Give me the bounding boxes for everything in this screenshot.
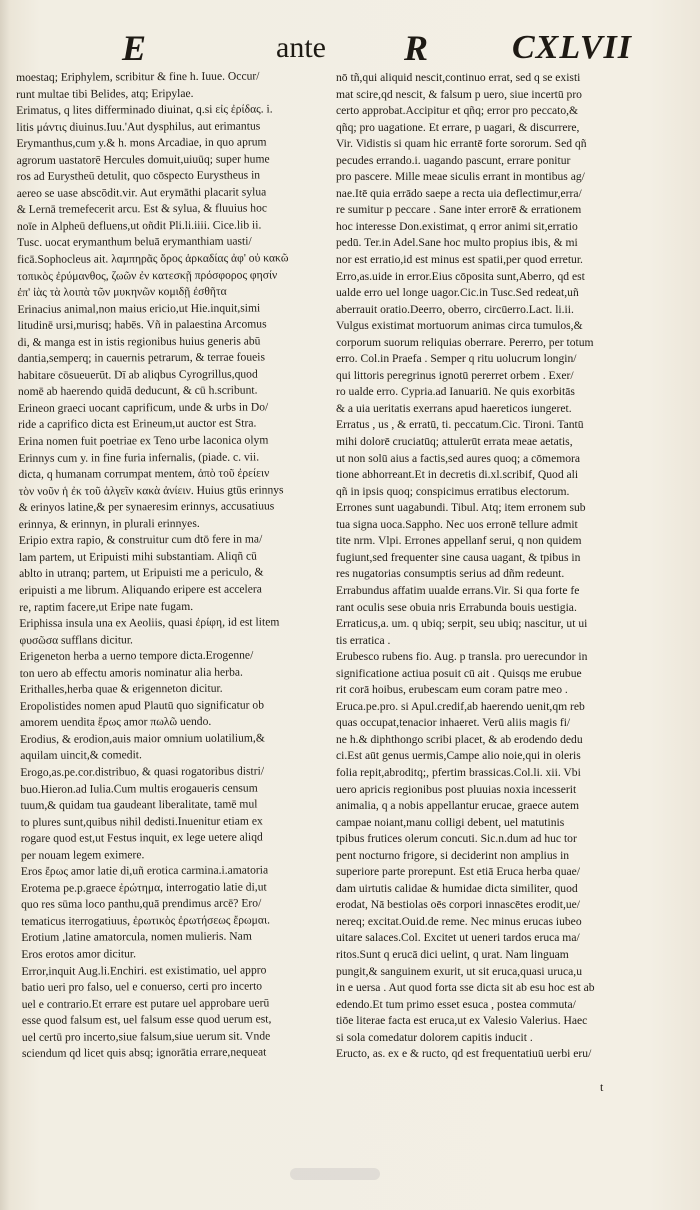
text-line: ton uero ab effectu amoris nominatur alia herba. — [19, 665, 243, 680]
text-line: & a uia ueritatis exerrans apud haereticos iungeret. — [336, 401, 572, 415]
text-line: φυσῶσα sufflans dicitur. — [19, 632, 133, 647]
signature-left: E — [122, 28, 147, 68]
text-line: agrorum uastatorē Hercules domuit,uiuūq; super hume — [16, 152, 270, 167]
text-line: Erotema pe.p.graece ἐρώτημα, interrogatio latie di,ut — [20, 880, 267, 895]
text-line: qñq; pro uagatione. Et errare, p uagari, & discurrere, — [336, 120, 580, 134]
text-line: ἐπ' ἰὰς τὰ λοιπὰ τῶν μυκηνῶν κομιδῇ ἐσθῆτα — [17, 284, 227, 300]
text-line: significatione actiua posuit cū ait . Quisqs me erubue — [336, 666, 582, 680]
text-line: quas occupat,tenacior inhaeret. Verū aliis magis fi/ — [336, 716, 571, 730]
text-line: litis μάντις diuinus.Iuu.'Aut dysphilus, aut erimantus — [16, 119, 261, 134]
text-line: Eripio extra rapio, & construitur cum dtō fere in ma/ — [18, 532, 263, 548]
text-line: Eruca.pe.pro. si Apul.credif,ab haerendo uenit,qm reb — [336, 699, 585, 713]
text-line: tua signa uoca.Sappho. Nec uos erronē tellure admit — [336, 517, 578, 531]
text-line: tis erratica . — [336, 633, 391, 647]
text-line: moestaq; Eriphylem, scribitur & fine h. Iuue. Occur/ — [16, 69, 260, 84]
text-line: Eropolistides nomen apud Plautū quo significatur ob — [19, 698, 265, 713]
text-line: aereo se uase abscōdit.vir. Aut erymāthi placarit sylua — [16, 185, 267, 200]
text-line: eripuisti a me librum. Aliquando eripere est accelera — [19, 582, 262, 597]
text-line: Erithalles,herba quae & erigenneton dicitur. — [19, 681, 223, 697]
text-line: dam uirtutis calidae & humidae dicta similiter, quod — [336, 881, 578, 895]
text-line: qñ in ipsis quoq; conspicimus erratibus electorum. — [336, 484, 570, 498]
page-header — [0, 30, 700, 72]
text-line: Tusc. uocat erymanthum beluā erymanthiam uasti/ — [17, 235, 252, 250]
text-line: & Lernā tremefecerit arcu. Est & sylua, & fluuius hoc — [16, 201, 268, 217]
text-line: tuum,& quidam tua gaudeant liberalitate, tamē mul — [20, 797, 258, 813]
text-line: habitare cōsueuerūt. Dī ab aliqbus Cyrogrillus,quod — [17, 367, 258, 382]
text-line: Erro,as.uide in error.Eius cōposita sunt,Aberro, qd est — [336, 269, 585, 283]
text-line: qui littoris peregrinus ignotū pererret orbem . Exer/ — [336, 368, 574, 382]
text-line: Vulgus existimat mortuorum animas circa tumulos,& — [336, 319, 583, 333]
text-line: pungit,& sanguinem exurit, ut sit eruca,quasi uruca,u — [336, 964, 582, 978]
text-line: buo.Hieron.ad Iulia.Cum multis erogaueris censum — [20, 781, 258, 796]
signature-right: R — [404, 28, 429, 68]
text-line: di, & manga est in istis regionibus huius generis abū — [17, 334, 261, 349]
text-line: Erinnys cum y. in fine furia infernalis, (piade. c. vii. — [18, 450, 260, 465]
text-line: pro pascere. Mille meae siculis errant in montibus ag/ — [336, 170, 585, 184]
text-line: litudinē ursi,murisq; habēs. Vñ in palaestina Arcomus — [17, 317, 267, 333]
text-line: ficā.Sophocleus ait. λαμπηρᾶς ὄρος ἀρκαδίας ἀφ' οὐ κακῶ — [17, 251, 289, 267]
folio-number: CXLVII — [512, 29, 633, 66]
text-line: & erinyos latine,& per synaeresim erinnys, accusatiuus — [18, 499, 275, 515]
text-line: quo res sūma loco panthu,quā prendimus arcē? Ero/ — [21, 896, 262, 912]
text-line: erinnya, & erinnyn, in plurali erinnyes. — [18, 516, 200, 531]
text-line: nō tñ,qui aliquid nescit,continuo errat, sed q se existi — [336, 71, 581, 84]
text-line: Vir. Vidistis si quam hic errantē forte sororum. Sed qñ — [336, 137, 587, 151]
text-line: si sola comedatur dolorem capitis inducit . — [336, 1030, 533, 1044]
text-line: esse quod falsum est, uel falsum esse quod uerum est, — [21, 1012, 272, 1028]
text-line: in e uersa . Aut quod forta sse dicta sit ab esu hoc est ab — [336, 981, 595, 995]
text-line: uel e contrario.Et errare est putare uel approbare uerū — [21, 996, 270, 1011]
text-line: hoc interesse Don.existimat, q error animi sit,erratio — [336, 219, 578, 233]
text-line: Errones sunt uagabundi. Tibul. Atq; item erronem sub — [336, 501, 586, 515]
text-line: Erogo,as.pe.cor.distribuo, & quasi rogatoribus distri/ — [20, 764, 265, 779]
text-line: res nugatorias consumptis serius ad dñm redeunt. — [336, 567, 565, 581]
text-line: nereq; excitat.Ouid.de reme. Nec minus erucas iubeo — [336, 914, 582, 928]
text-line: mat scire,qd nescit, & falsum p uero, siue incertū pro — [336, 87, 582, 101]
library-stamp-mark — [290, 1168, 380, 1180]
text-line: mihi dolorē cruciatūq; attulerūt errata meae aetatis, — [336, 435, 573, 449]
text-line: erro. Col.in Praefa . Semper q ritu uolucrum longin/ — [336, 352, 577, 366]
text-line: ride a caprifico dicta est Erineum,ut auctor est Stra. — [18, 417, 257, 432]
text-line: aberrauit oratio.Deerro, oberro, circūerro.Lact. li.ii. — [336, 302, 574, 316]
text-line: Erina nomen fuit poetriae ex Teno urbe laconica olym — [18, 433, 269, 449]
text-line: Erraticus,a. um. q ubiq; serpit, seu ubiq; nascitur, ut ui — [336, 617, 588, 631]
text-line: re sumitur p peccare . Sane inter errorē & errationem — [336, 203, 582, 217]
text-line: noīe in Alpheū defluens,ut oñdit Pli.li.iiii. Cice.lib ii. — [16, 218, 262, 233]
text-line: fugiunt,sed frequenter sine causa uagant, & tpibus in — [336, 550, 581, 564]
text-line: ut non solū aius a factis,sed aures quoq; a cōmemora — [336, 451, 581, 465]
text-line: lam partem, ut Eripuisti mihi substantiam. Aliqñ cū — [18, 549, 257, 564]
text-line: tematicus iterrogatiuus, ἐρωτικὸς ἐρωτήσεως ἔρωμαι. — [21, 913, 271, 928]
text-line: Erymanthus,cum y.& h. mons Arcadiae, in quo aprum — [16, 135, 267, 151]
text-line: Error,inquit Aug.li.Enchiri. est existimatio, uel appro — [21, 963, 267, 978]
text-line: Eructo, as. ex e & ructo, qd est frequentatiuū uerbi eru/ — [336, 1047, 592, 1061]
right-column — [336, 70, 688, 1063]
text-line: edendo.Et tum primo esset esuca , postea commuta/ — [336, 997, 576, 1011]
text-line: certo approbat.Accipitur et qñq; error pro peccato,& — [336, 104, 579, 118]
text-line: ritos.Sunt q erucā dici uelint, q urat. Nam linguam — [336, 947, 569, 961]
text-line: tiōe literae facta est eruca,ut ex Valesio Valerius. Haec — [336, 1014, 588, 1028]
text-line: Erineon graeci uocant caprificum, unde & urbs in Do/ — [18, 400, 269, 415]
text-line: Erubesco rubens fio. Aug. p transla. pro uerecundor in — [336, 650, 588, 664]
text-line: nomē ab haerendo quidā deducunt, & cū h.scribunt. — [17, 383, 258, 399]
text-line: Eros ἔρως amor latie di,uñ erotica carmina.i.amatoria — [20, 863, 269, 879]
text-line: ci.Est aūt genus uermis,Campe alio noie,qui in oleris — [336, 749, 581, 763]
text-line: amorem uendita ἔρως amor πωλῶ uendo. — [19, 715, 212, 730]
text-line: Eriphissa insula una ex Aeoliis, quasi ἐρίφη, id est litem — [19, 615, 280, 631]
text-line: re, raptim facere,ut Eripe nate fugam. — [19, 599, 194, 614]
text-line: Erodius, & erodion,auis maior omnium uolatilium,& — [20, 731, 265, 746]
text-line: tpibus frutices olerum concuti. Sic.n.dum ad huc tor — [336, 832, 577, 846]
text-line: ualde erro uel longe uagor.Cic.in Tusc.Sed redeat,uñ — [336, 286, 579, 300]
text-line: dicta, q humanam corrumpat mentem, ἀπὸ τοῦ ἐρείειν — [18, 466, 270, 482]
text-line: rogare quod est,ut Festus inquit, ex lege uetere aliqd — [20, 830, 263, 846]
text-line: Erinacius animal,non maius ericio,ut Hie.inquit,simi — [17, 301, 261, 316]
text-line: ablto in utranq; partem, ut Eripuisti me a periculo, & — [19, 565, 264, 581]
text-line: Erotium ,latine amatorcula, nomen mulieris. Nam — [21, 930, 252, 945]
text-line: folia repit,abroditq;, pfertim brassicas.Col.li. xii. Vbi — [336, 765, 581, 779]
text-line: pedū. Ter.in Adel.Sane hoc multo propius ibis, & mi — [336, 236, 578, 250]
text-line: to plures sunt,quibus nihil dedisti.Inuenitur etiam ex — [20, 814, 263, 829]
text-line: Erratus , us , & erratū, ti. peccatum.Cic. Tironi. Tantū — [336, 418, 584, 432]
text-line: nae.Itē quia errādo saepe a recta uia deflectimur,erra/ — [336, 186, 582, 200]
text-line: dantia,semperq; in cauernis petrarum, & terrae foueis — [17, 350, 266, 366]
text-line: campae noiant,manu colligi debent, uel matutinis — [336, 815, 565, 829]
text-line: nor est erratio,id est minus est spatii,per quod erretur. — [336, 253, 583, 267]
text-line: uel certū pro incerto,siue falsum,siue uerum sit. Vnde — [21, 1029, 271, 1044]
text-line: Erigeneton herba a uerno tempore dicta.Erogenne/ — [19, 648, 254, 664]
text-line: Errabundus affatim uualde errans.Vir. Si qua forte fe — [336, 583, 580, 597]
text-line: τοπικὸς ἐρύμανθος, ζωῶν ἐν κατεσκῇ πρόσφορος φησίν — [17, 267, 278, 283]
text-line: batio ueri pro falso, uel e conuerso, certi pro incerto — [21, 979, 263, 995]
running-head: ante — [276, 31, 326, 64]
text-line: rit corā hoibus, erubescam eum coram patre meo . — [336, 683, 568, 697]
text-line: pent nocturno frigore, si deciderint non amplius in — [336, 848, 570, 862]
text-line: uitare salaces.Col. Excitet ut ueneri tardos eruca ma/ — [336, 931, 580, 945]
text-line: ne h.& diphthongo scribi placet, & ab erodendo dedu — [336, 732, 583, 746]
text-line: tione abhorreant.Et in decretis di.xl.scribif, Quod ali — [336, 468, 579, 482]
text-line: ro ualde erro. Cypria.ad Ianuariū. Ne quis exorbitās — [336, 385, 575, 399]
text-line: animalia, q a nobis appellantur erucae, graece autem — [336, 799, 580, 813]
text-line: erodat, Nā bestiolas oēs corpori innascētes erodit,ue/ — [336, 898, 581, 912]
text-line: runt multae tibi Belides, atq; Eripylae. — [16, 86, 194, 101]
text-line: superiore parte prorepunt. Est etiā Eruca herba quae/ — [336, 865, 581, 879]
catchword: t — [600, 1080, 604, 1094]
text-line: τὸν νοῦν ἡ ἐκ τοῦ ἀλγεῖν κακὰ ἀνίειν. Huius gtūs erinnys — [18, 483, 284, 498]
left-column — [16, 68, 334, 1063]
text-line: uero apricis regionibus post pluuias noxia incesserit — [336, 782, 577, 796]
text-line: Erimatus, q lites differminado diuinat, q.si εἰς ἐρίδας. i. — [16, 102, 273, 118]
text-line: pecudes errando.i. uagando pascunt, errare ponitur — [336, 153, 571, 167]
text-line: rant oculis sese obuia nris Errabunda bouis uestigia. — [336, 600, 577, 614]
text-line: ros ad Eurystheū detulit, quo cōspecto Eurystheus in — [16, 168, 261, 184]
text-line: tite nrm. Vlpi. Errones appellanf serui, q non quidem — [336, 534, 582, 548]
text-line: corporum suorum reliquias oberrare. Pererro, per totum — [336, 335, 594, 349]
text-line: aquilam uincit,& comedit. — [20, 748, 142, 763]
text-line: per nouam legem eximere. — [20, 847, 145, 862]
text-line: sciendum qd licet quis absq; ignorātia errare,nequeat — [21, 1045, 267, 1061]
text-line: Eros erotos amor dicitur. — [21, 947, 137, 961]
